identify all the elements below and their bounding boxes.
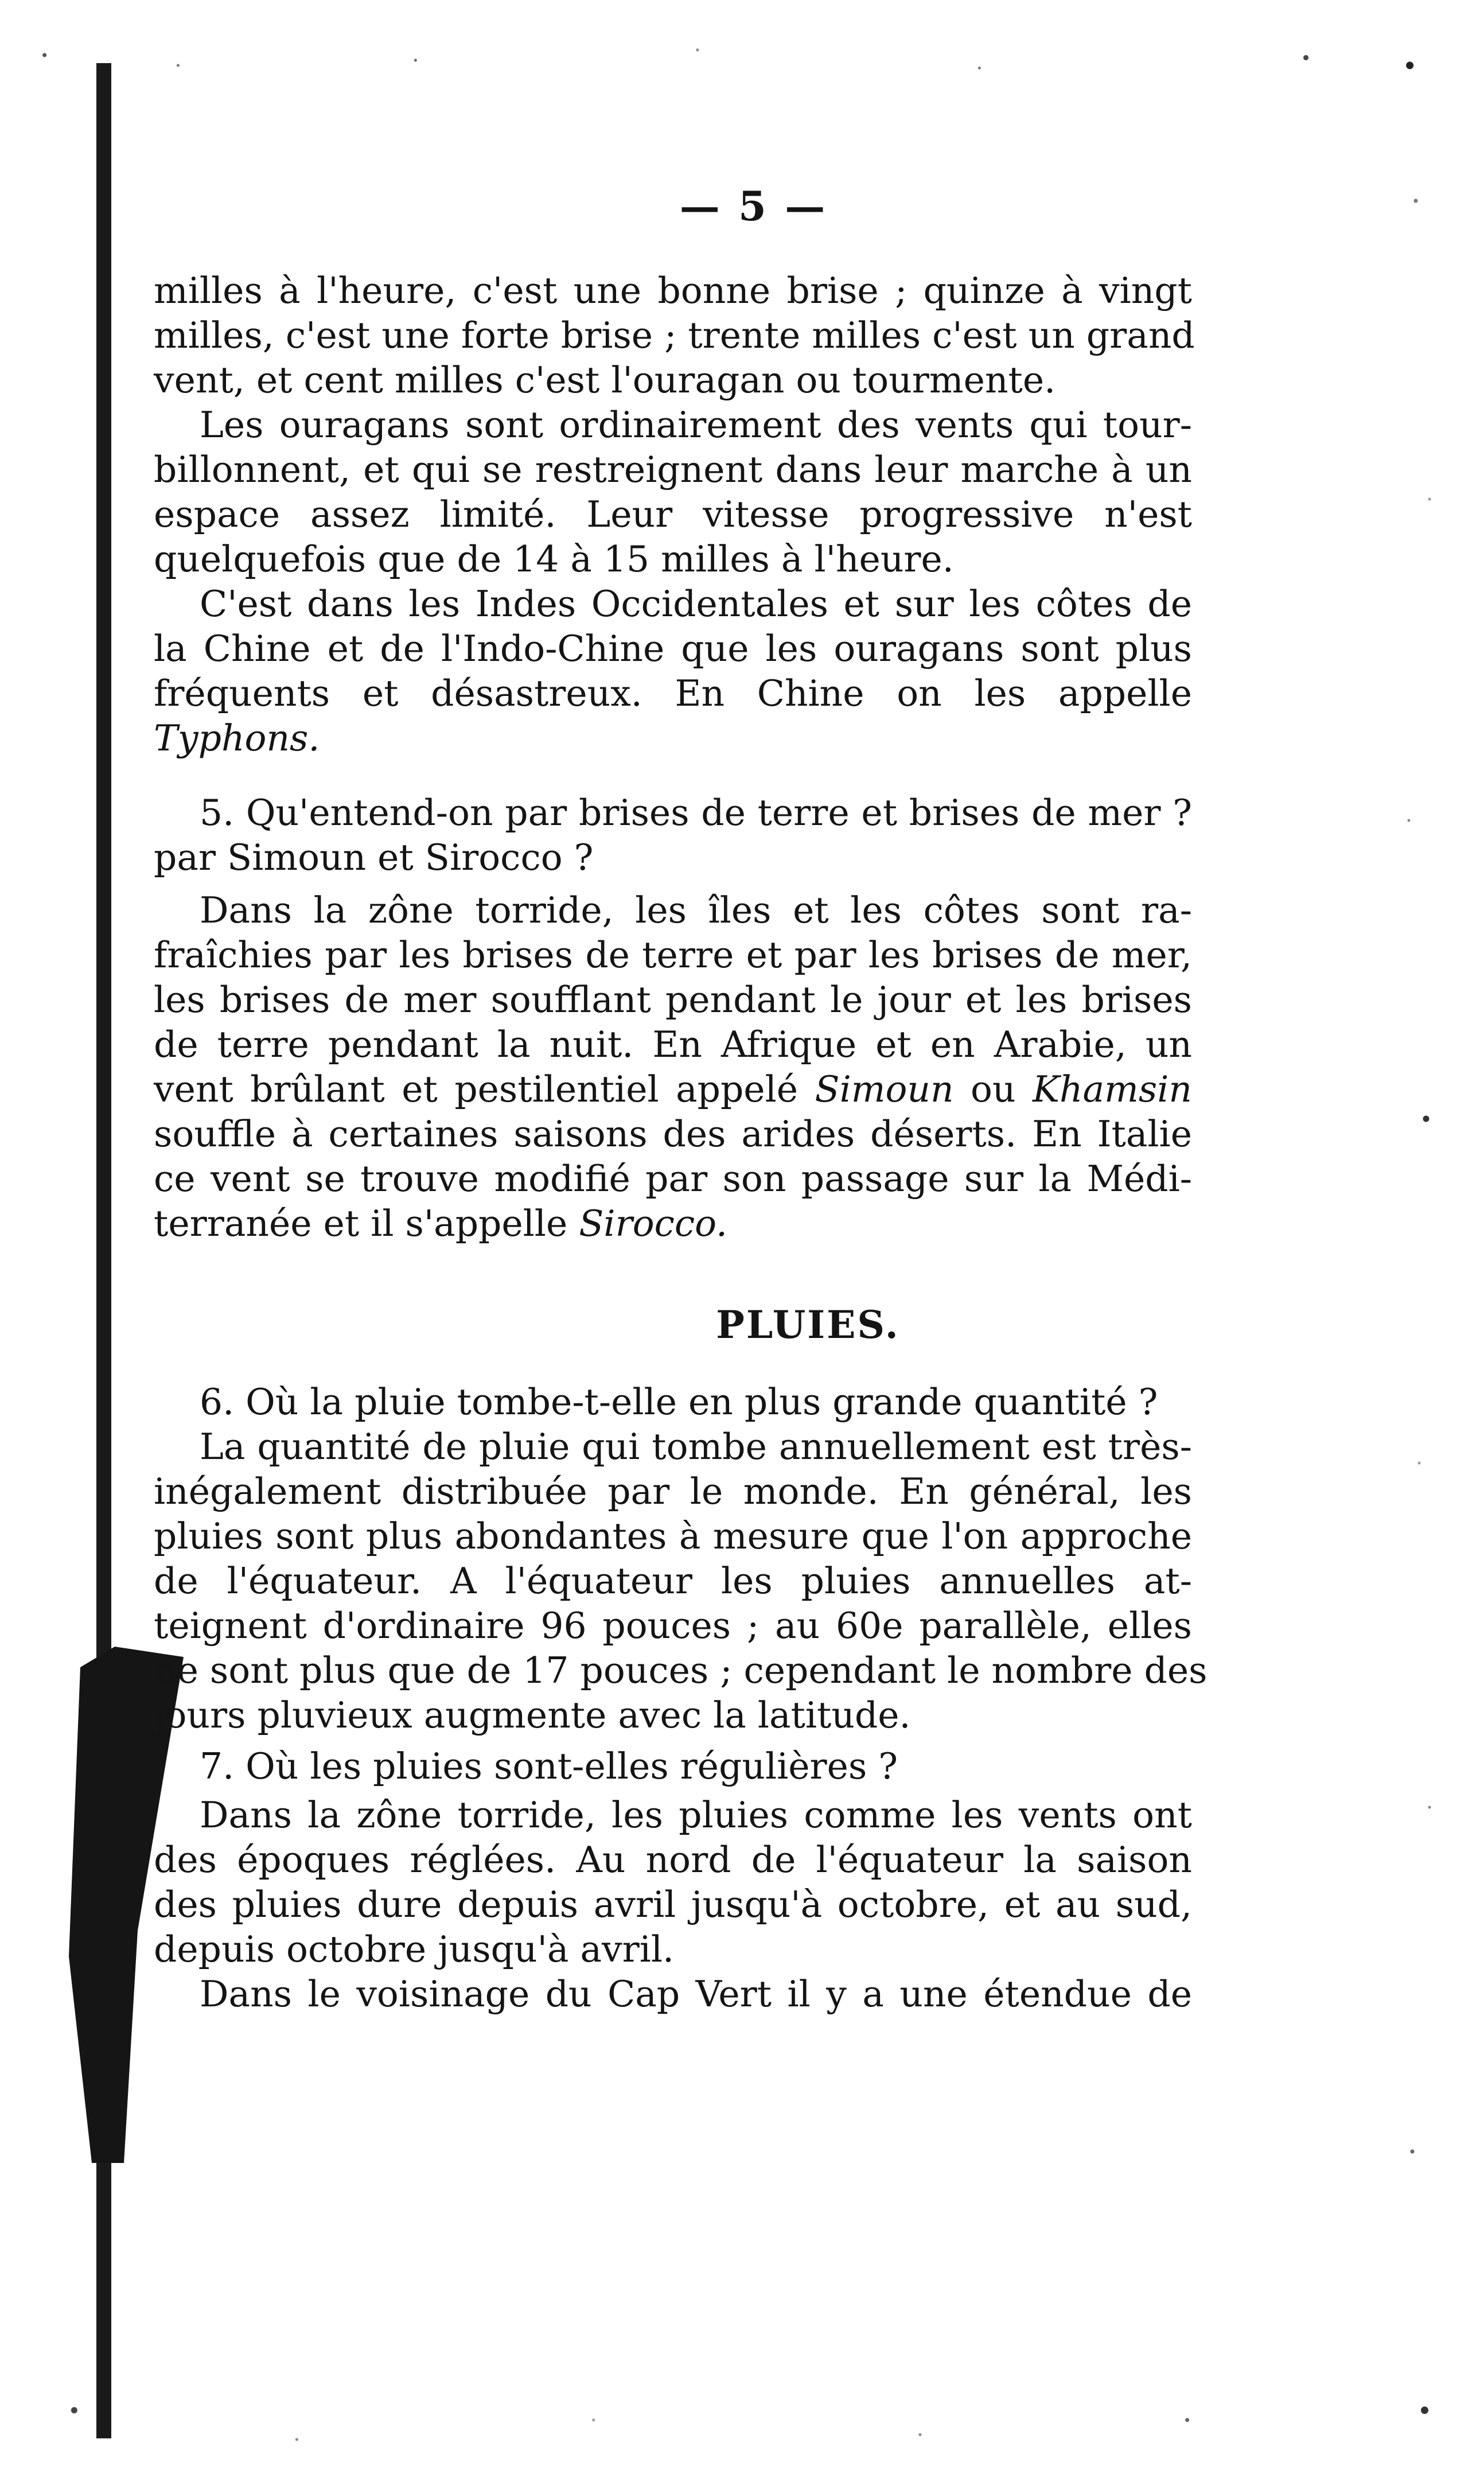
scan-noise-top: [0, 34, 1484, 86]
term-sirocco: Sirocco.: [579, 1203, 728, 1244]
text-line: ce vent se trouve modifié par son passage sur la Médi-: [154, 1158, 1192, 1200]
text-line: de terre pendant la nuit. En Afrique et en Arabie, un: [154, 1024, 1192, 1065]
text-segment: vent brûlant et pestilentiel appelé: [154, 1068, 815, 1110]
text-line: La quantité de pluie qui tombe annuellement est très-: [200, 1426, 1192, 1468]
text-line: quelquefois que de 14 à 15 milles à l'heure.: [154, 538, 954, 580]
text-line: Dans le voisinage du Cap Vert il y a une étendue de: [200, 1973, 1192, 2015]
text-line-mixed: [154, 1201, 1192, 1246]
text-segment: ou: [953, 1068, 1033, 1110]
question-5: [154, 791, 1192, 880]
text-line: fraîchies par les brises de terre et par les brises de mer,: [154, 934, 1192, 976]
term-khamsin: Khamsin: [1032, 1068, 1192, 1110]
text-line: Typhons.: [154, 717, 320, 759]
term-simoun: Simoun: [815, 1068, 954, 1110]
answer-6: [154, 1425, 1208, 1738]
section-heading: PLUIES.: [716, 1302, 900, 1347]
text-line: la Chine et de l'Indo-Chine que les ouragans sont plus: [154, 628, 1192, 670]
text-line: de l'équateur. A l'équateur les pluies annuelles at-: [154, 1560, 1192, 1602]
text-line: billonnent, et qui se restreignent dans leur marche à un: [154, 449, 1192, 491]
text-line: jours pluvieux augmente avec la latitude.: [154, 1694, 911, 1736]
text-line: des époques réglées. Au nord de l'équateur la saison: [154, 1839, 1192, 1881]
question-line: 7. Où les pluies sont-elles régulières ?: [200, 1745, 898, 1787]
text-line: Dans la zône torride, les îles et les côtes sont ra-: [200, 889, 1192, 931]
text-line: Les ouragans sont ordinairement des vents qui tour-: [200, 404, 1192, 446]
question-7: [154, 1744, 1192, 1789]
text-line: C'est dans les Indes Occidentales et sur les côtes de: [200, 583, 1192, 625]
text-line: fréquents et désastreux. En Chine on les appelle: [154, 672, 1192, 714]
answer-7: [154, 1793, 1192, 2017]
question-line: 5. Qu'entend-on par brises de terre et brises de mer ?: [200, 792, 1192, 834]
text-line: pluies sont plus abondantes à mesure que l'on approche: [154, 1515, 1192, 1557]
text-line: milles à l'heure, c'est une bonne brise ; quinze à vingt: [154, 270, 1192, 312]
scan-noise-right: [1388, 86, 1457, 2381]
answer-5: [154, 888, 1192, 1246]
question-line: 6. Où la pluie tombe-t-elle en plus grande quantité ?: [200, 1381, 1158, 1423]
text-line: vent, et cent milles c'est l'ouragan ou tourmente.: [154, 359, 1056, 401]
text-segment: terranée et il s'appelle: [154, 1203, 579, 1244]
text-line: milles, c'est une forte brise ; trente milles c'est un grand: [154, 314, 1195, 356]
page-number: — 5 —: [679, 182, 828, 230]
text-line: inégalement distribuée par le monde. En général, les: [154, 1470, 1192, 1512]
question-line: par Simoun et Sirocco ?: [154, 837, 594, 878]
text-line: depuis octobre jusqu'à avril.: [154, 1928, 675, 1970]
text-line-mixed: [154, 1067, 1192, 1112]
text-line: ne sont plus que de 17 pouces ; cependant le nombre des: [154, 1649, 1208, 1691]
text-line: teignent d'ordinaire 96 pouces ; au 60e parallèle, elles: [154, 1605, 1192, 1647]
text-line: souffle à certaines saisons des arides déserts. En Italie: [154, 1113, 1192, 1155]
text-line: des pluies dure depuis avril jusqu'à octobre, et au sud,: [154, 1884, 1192, 1925]
text-line: les brises de mer soufflant pendant le jour et les brises: [154, 979, 1192, 1021]
scan-noise-bottom: [0, 2381, 1484, 2479]
text-line: espace assez limité. Leur vitesse progressive n'est: [154, 493, 1192, 535]
text-line: Dans la zône torride, les pluies comme les vents ont: [200, 1794, 1192, 1836]
paragraph-winds: [154, 269, 1195, 761]
question-6: [154, 1380, 1192, 1425]
